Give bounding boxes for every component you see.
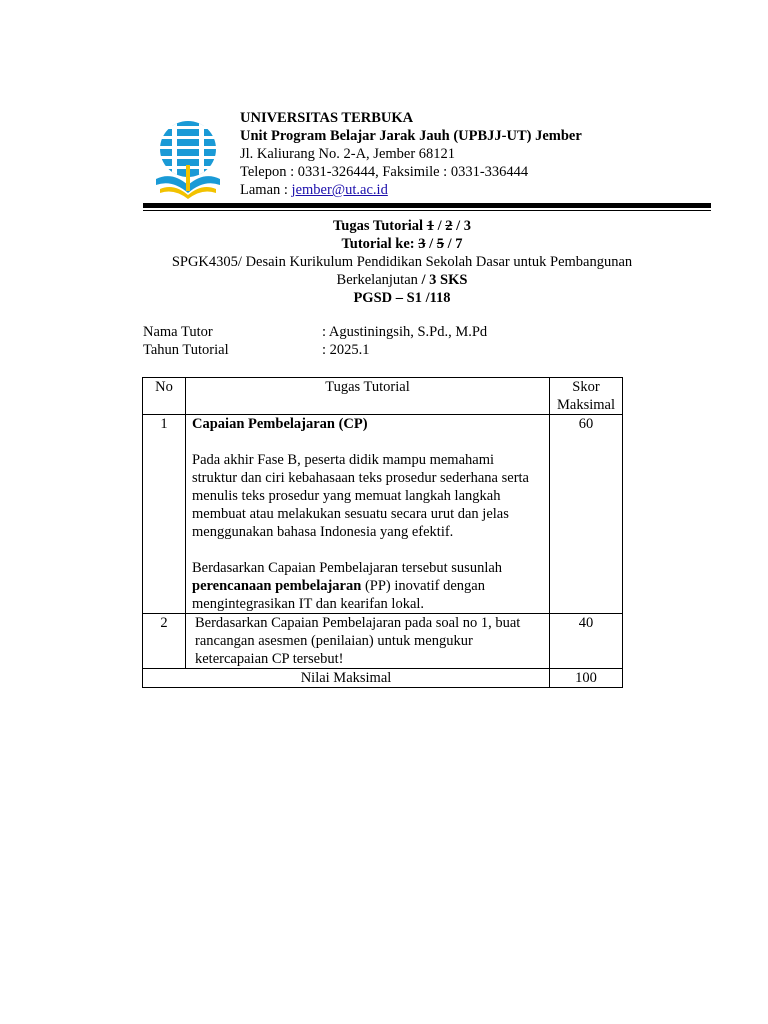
tugas-sep1: / — [433, 218, 446, 234]
row1-line: menggunakan bahasa Indonesia yang efektif. — [192, 524, 454, 540]
total-label: Nilai Maksimal — [143, 669, 550, 688]
row1-line: menulis teks prosedur yang memuat langkah langkah — [192, 488, 501, 504]
row2-line: ketercapaian CP tersebut! — [195, 651, 344, 667]
row1-line: struktur dan ciri kebahasaan teks prosedur sederhana serta — [192, 470, 529, 486]
table-row — [143, 614, 623, 669]
year-label: Tahun Tutorial — [143, 342, 229, 358]
course-name-line1: Desain Kurikulum Pendidikan Sekolah Dasar untuk Pembangunan — [241, 254, 633, 270]
header-divider-thick — [143, 203, 711, 208]
row2-line: rancangan asesmen (penilaian) untuk mengukur — [195, 633, 473, 649]
header-task: Tugas Tutorial — [186, 378, 550, 415]
tutor-value: : Agustiningsih, S.Pd., M.Pd — [322, 324, 488, 340]
header-score — [550, 378, 623, 415]
tugas-prefix: Tugas Tutorial — [332, 218, 427, 234]
program-code: PGSD – S1 /118 — [353, 290, 451, 306]
address: Jl. Kaliurang No. 2-A, Jember 68121 — [240, 146, 456, 162]
header-score-line2: Maksimal — [557, 397, 615, 413]
row2-no: 2 — [143, 614, 186, 669]
tugas-sep2: / 3 — [452, 218, 472, 234]
row1-emphasis: perencanaan pembelajaran — [192, 578, 362, 594]
globe-book-icon — [148, 113, 228, 203]
unit-name: Unit Program Belajar Jarak Jauh (UPBJJ-UT) Jember — [240, 128, 582, 144]
tutorial-task-table — [142, 377, 623, 688]
website-label: Laman : — [240, 182, 292, 198]
assignment-title — [143, 217, 661, 235]
row1-task — [186, 415, 550, 614]
row1-line: Berdasarkan Capaian Pembelajaran tersebut susunlah — [192, 560, 503, 576]
row2-score: 40 — [550, 614, 623, 669]
tugas-1-struck: 1 — [426, 218, 434, 234]
table-header-row — [143, 378, 623, 415]
tutorial-3-struck: 3 — [418, 236, 426, 252]
row2-task — [186, 614, 550, 669]
tutorial-5-struck: 5 — [436, 236, 445, 252]
row2-line: Berdasarkan Capaian Pembelajaran pada soal no 1, buat — [195, 615, 521, 631]
header-divider-thin — [143, 210, 711, 211]
row1-line: Pada akhir Fase B, peserta didik mampu memahami — [192, 452, 495, 468]
phone-fax: Telepon : 0331-326444, Faksimile : 0331-336444 — [240, 164, 529, 180]
row1-heading: Capaian Pembelajaran (CP) — [192, 416, 368, 432]
row1-no: 1 — [143, 415, 186, 614]
universitas-terbuka-logo — [148, 113, 228, 203]
tutor-label: Nama Tutor — [143, 324, 213, 340]
tutorial-sep2: / 7 — [444, 236, 463, 252]
tugas-2-struck: 2 — [445, 218, 453, 234]
row1-line-rest: (PP) inovatif dengan — [361, 578, 485, 594]
row1-line: mengintegrasikan IT dan kearifan lokal. — [192, 596, 425, 612]
tutorial-number — [143, 235, 661, 253]
header-score-line1: Skor — [572, 379, 600, 395]
row1-line — [192, 577, 545, 595]
row1-score: 60 — [550, 415, 623, 614]
course-title — [120, 253, 684, 289]
year-value: : 2025.1 — [322, 342, 370, 358]
row1-line: membuat atau melakukan sesuatu secara urut dan jelas — [192, 506, 509, 522]
website-line — [240, 181, 582, 199]
course-code: SPGK4305/ — [171, 254, 242, 270]
course-name-line2: Berkelanjutan — [336, 272, 418, 288]
website-link[interactable]: jember@ut.ac.id — [291, 182, 388, 198]
institution-header — [240, 109, 582, 199]
table-row — [143, 415, 623, 614]
university-name: UNIVERSITAS TERBUKA — [240, 110, 414, 126]
table-total-row — [143, 669, 623, 688]
total-score: 100 — [550, 669, 623, 688]
tutorial-sep1: / — [425, 236, 437, 252]
course-sks: / 3 SKS — [417, 272, 468, 288]
tutorial-prefix: Tutorial ke: — [341, 236, 419, 252]
header-no: No — [143, 378, 186, 415]
